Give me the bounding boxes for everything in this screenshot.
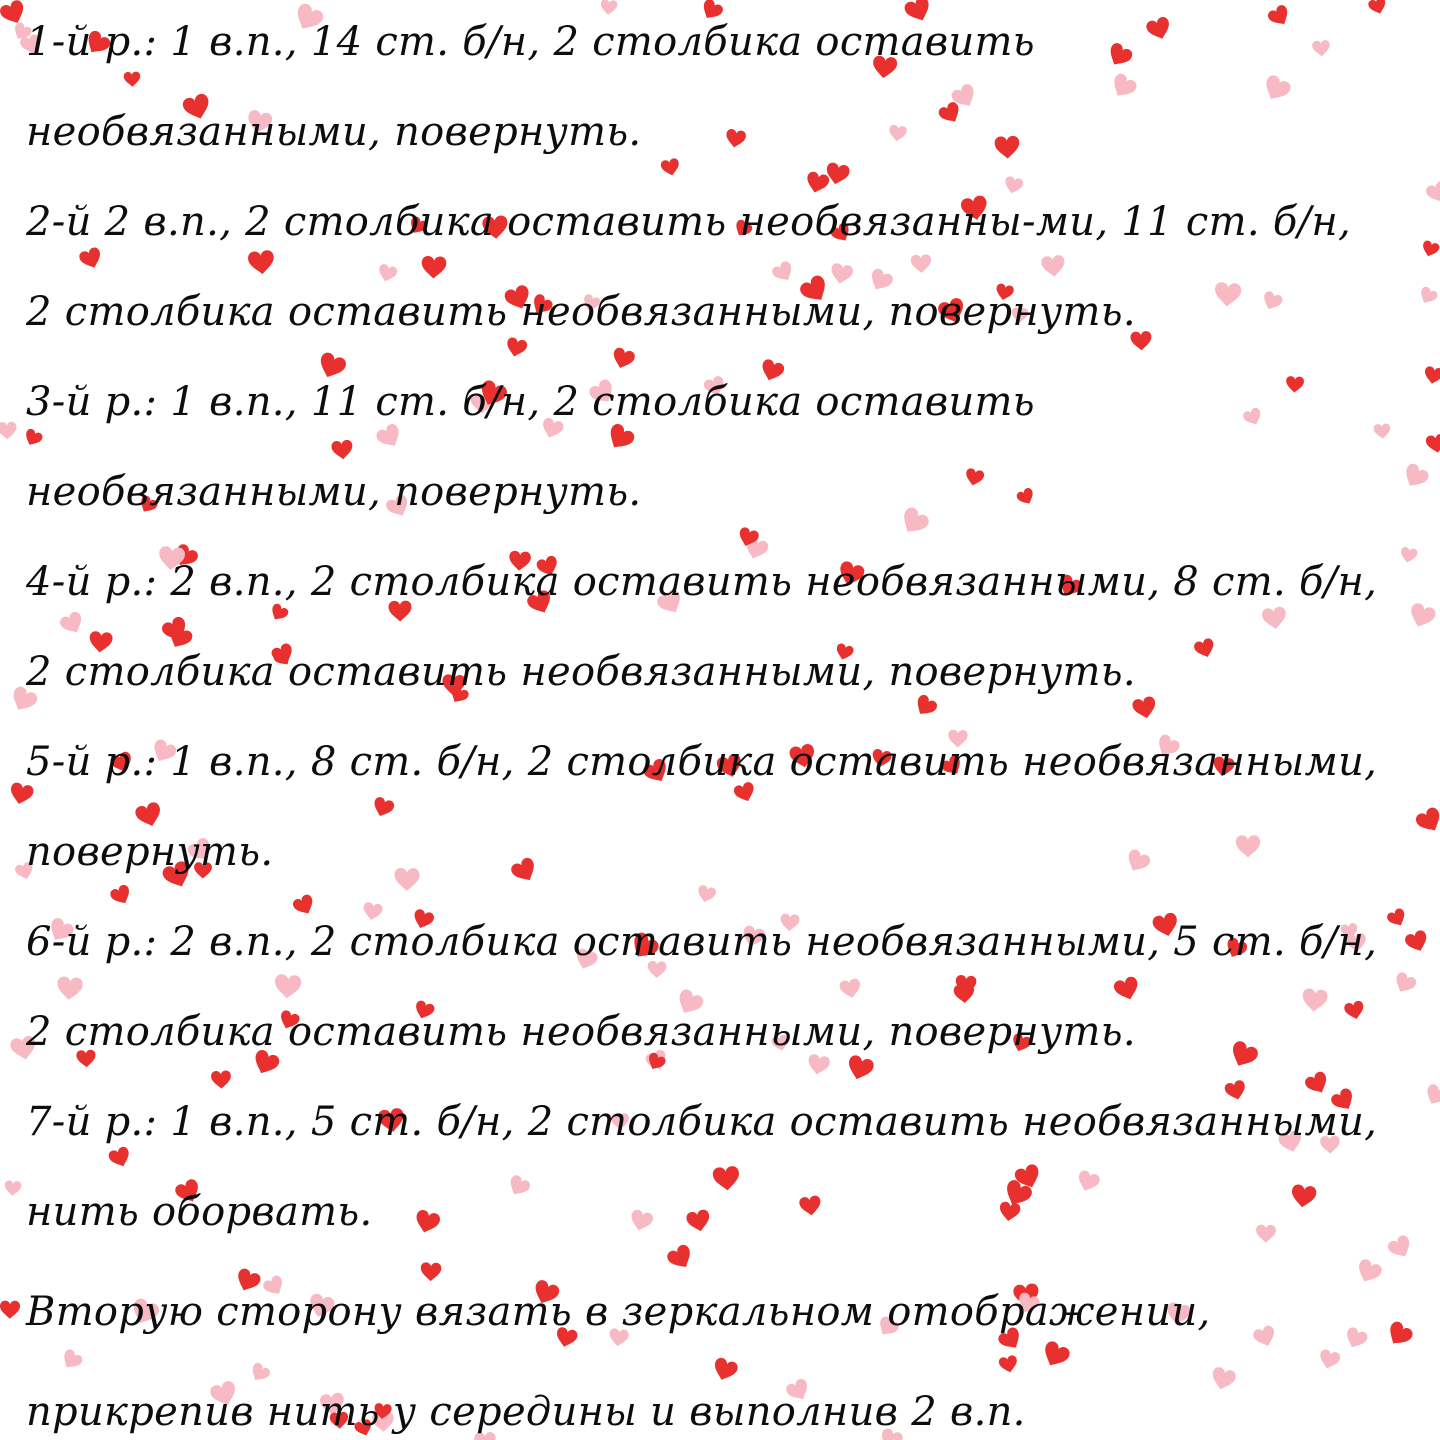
heart-icon [799, 1195, 823, 1217]
heart-icon [421, 256, 446, 279]
heart-icon [998, 1201, 1021, 1223]
heart-icon [0, 0, 29, 28]
heart-icon [1285, 376, 1304, 393]
heart-icon [1015, 487, 1036, 508]
heart-icon [109, 883, 134, 907]
heart-icon [1403, 929, 1430, 955]
heart-icon [1039, 1339, 1072, 1371]
heart-icon [1261, 606, 1288, 631]
heart-icon [1417, 285, 1439, 307]
heart-icon [1075, 1169, 1101, 1194]
heart-icon [107, 1145, 133, 1170]
heart-icon [1342, 1326, 1369, 1352]
heart-icon [420, 1262, 441, 1281]
row-6-line-1: 6-й р.: 2 в.п., 2 столбика оставить необвязанными, 5 ст. б/н, [26, 919, 1378, 965]
heart-icon [1193, 637, 1217, 660]
heart-icon [58, 610, 86, 637]
heart-icon [1373, 423, 1391, 439]
heart-icon [1214, 282, 1242, 308]
heart-icon [1236, 835, 1260, 857]
heart-icon [509, 856, 540, 886]
heart-icon [1260, 290, 1284, 313]
heart-icon [1391, 970, 1418, 996]
heart-icon [610, 346, 636, 371]
heart-icon [247, 250, 275, 276]
heart-icon [660, 158, 681, 178]
heart-icon [505, 1173, 532, 1199]
heart-icon [845, 1054, 876, 1083]
heart-icon [1260, 73, 1293, 105]
heart-icon [0, 422, 17, 440]
heart-icon [371, 796, 396, 820]
heart-icon [1424, 180, 1440, 206]
heart-icon [770, 259, 796, 285]
heart-icon [897, 505, 932, 539]
heart-icon [998, 1355, 1019, 1375]
row-3-line-1: 3-й р.: 1 в.п., 11 ст. б/н, 2 столбика оставить [26, 379, 1035, 425]
heart-icon [331, 439, 354, 460]
row-4-line-2: 2 столбика оставить необвязанными, повернуть. [26, 649, 1136, 695]
heart-icon [374, 422, 404, 452]
heart-icon [1400, 462, 1431, 492]
heart-icon [1108, 72, 1139, 102]
heart-icon [1256, 1225, 1276, 1243]
heart-icon [806, 1053, 831, 1076]
heart-icon [291, 893, 317, 918]
heart-icon [211, 1070, 232, 1089]
heart-icon [1227, 1039, 1260, 1071]
heart-icon [994, 136, 1020, 160]
row-6-line-2: 2 столбика оставить необвязанными, повернуть. [26, 1009, 1136, 1055]
heart-icon [1399, 546, 1418, 564]
heart-icon [274, 974, 302, 1000]
heart-icon [1385, 907, 1408, 930]
heart-icon [888, 124, 907, 142]
heart-icon [1266, 3, 1293, 29]
heart-icon [1383, 1319, 1414, 1350]
heart-icon [685, 1209, 712, 1234]
heart-icon [1123, 848, 1152, 876]
closing-line-2: прикрепив нить у середины и выполнив 2 в.п. [26, 1389, 1026, 1435]
heart-icon [912, 693, 939, 720]
heart-icon [1209, 1366, 1237, 1393]
heart-icon [964, 467, 985, 487]
heart-icon [711, 1356, 740, 1383]
heart-icon [1242, 406, 1265, 428]
row-4-line-1: 4-й р.: 2 в.п., 2 столбика оставить необвязанными, 8 ст. б/н, [26, 559, 1378, 605]
heart-icon [4, 1180, 22, 1196]
row-1-line-1: 1-й р.: 1 в.п., 14 ст. б/н, 2 столбика оставить [26, 19, 1035, 65]
heart-icon [804, 170, 830, 195]
heart-icon [504, 336, 528, 358]
closing-line-1: Вторую сторону вязать в зеркальном отображении, [26, 1289, 1211, 1335]
heart-icon [1423, 366, 1440, 386]
heart-icon [1343, 1000, 1366, 1021]
heart-icon [1386, 1233, 1415, 1261]
row-1-line-2: необвязанными, повернуть. [26, 109, 642, 155]
heart-icon [1252, 1324, 1278, 1349]
heart-icon [937, 100, 964, 127]
heart-icon [1420, 240, 1440, 259]
heart-icon [911, 254, 932, 273]
heart-icon [1112, 975, 1141, 1003]
heart-icon [0, 1301, 20, 1319]
heart-icon [1290, 1184, 1317, 1209]
heart-icon [839, 978, 863, 1000]
heart-icon [22, 427, 44, 448]
heart-icon [604, 422, 637, 454]
heart-icon [1406, 601, 1437, 630]
heart-icon [1104, 41, 1134, 70]
heart-icon [724, 128, 746, 149]
heart-icon [1041, 255, 1066, 278]
heart-icon [78, 246, 105, 271]
row-7-line-2: нить оборвать. [26, 1189, 373, 1235]
heart-icon [59, 1348, 85, 1373]
row-3-line-2: необвязанными, повернуть. [26, 469, 642, 515]
heart-icon [123, 71, 140, 87]
heart-icon [1303, 1070, 1331, 1098]
heart-icon [1414, 805, 1440, 836]
heart-icon [1312, 40, 1331, 57]
heart-icon [712, 1165, 741, 1191]
heart-icon [376, 263, 398, 284]
row-7-line-1: 7-й р.: 1 в.п., 5 ст. б/н, 2 столбика оставить необвязанными, [26, 1099, 1378, 1145]
heart-icon [665, 1243, 696, 1273]
heart-icon [413, 1209, 442, 1236]
heart-icon [696, 884, 717, 904]
heart-icon [1422, 1082, 1440, 1108]
heart-icon [1003, 176, 1024, 196]
heart-icon [1301, 988, 1328, 1013]
heart-icon [628, 1208, 654, 1233]
heart-icon [56, 976, 83, 1001]
heart-icon [1145, 15, 1173, 42]
row-2-line-1: 2-й 2 в.п., 2 столбика оставить необвязанны-ми, 11 ст. б/н, [26, 199, 1352, 245]
heart-icon [394, 868, 419, 891]
heart-icon [600, 0, 618, 16]
heart-icon [1354, 1257, 1384, 1286]
heart-icon [134, 801, 164, 830]
heart-icon [1131, 695, 1158, 720]
heart-icon [247, 1361, 271, 1385]
heart-icon [829, 262, 854, 285]
row-5-line-1: 5-й р.: 1 в.п., 8 ст. б/н, 2 столбика оставить необвязанными, [26, 739, 1378, 785]
row-2-line-2: 2 столбика оставить необвязанными, повернуть. [26, 289, 1136, 335]
row-5-line-2: повернуть. [26, 829, 274, 875]
heart-icon [1317, 1348, 1341, 1371]
heart-icon [1367, 0, 1388, 16]
heart-icon [1425, 433, 1440, 454]
